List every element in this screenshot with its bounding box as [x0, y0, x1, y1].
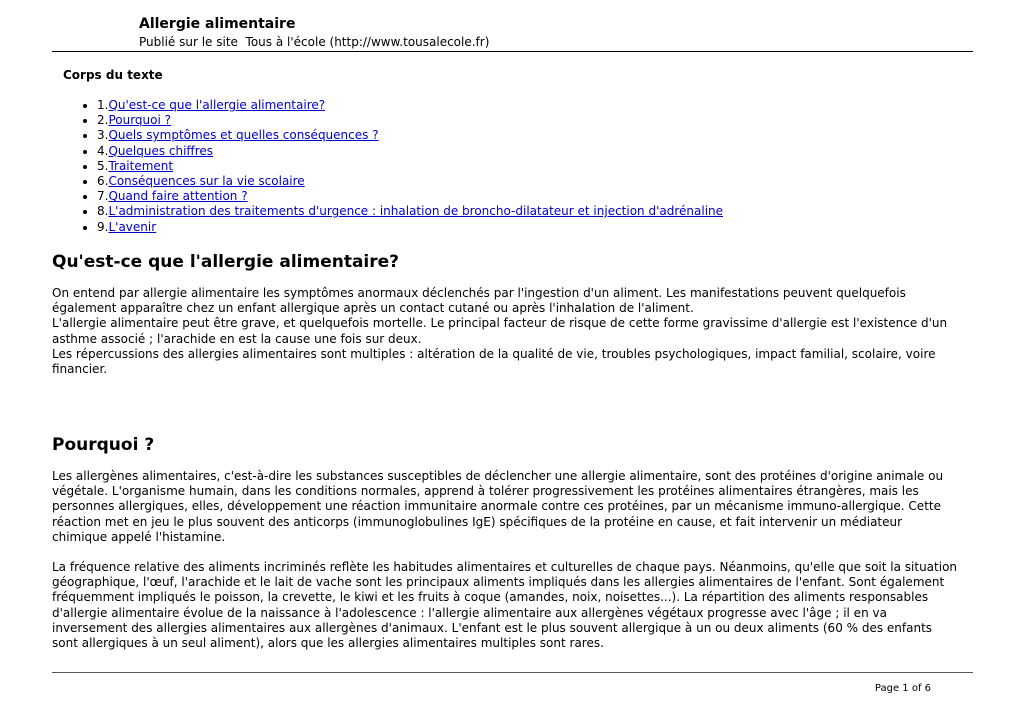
text-line: La fréquence relative des aliments incriminés reflète les habitudes alimentaires et culturelles de chaque pays. Néanmoins, qu'elle que soit la situation — [52, 560, 958, 575]
toc-number: 8. — [97, 204, 109, 219]
toc-item — [97, 144, 723, 159]
toc-link-allergie[interactable]: Qu'est-ce que l'allergie alimentaire? — [108, 98, 326, 112]
toc-link-attention[interactable]: Quand faire attention ? — [108, 189, 248, 204]
toc-link-symptomes[interactable]: Quels symptômes et quelles conséquences ? — [108, 128, 379, 143]
text-line: Les répercussions des allergies alimentaires sont multiples : altération de la qualité de vie, troubles psychologiques, impact familial, scolaire, voire — [52, 346, 936, 361]
text-line: inversement des allergies alimentaires aux allergènes d'animaux. L'enfant est le plus souvent allergique à un ou deux aliments (60 % des enfants — [52, 620, 933, 635]
page-number: Page 1 of 6 — [874, 683, 931, 694]
text-line: On entend par allergie alimentaire les symptômes anormaux déclenchés par l'ingestion d'un aliment. Les manifestations peuvent quelquefois — [52, 286, 906, 300]
toc-item — [97, 159, 723, 174]
table-of-contents — [83, 98, 723, 235]
toc-link-traitement[interactable]: Traitement — [108, 158, 174, 173]
toc-item — [97, 128, 723, 143]
text-line: sont allergiques à un seul aliment), alors que les allergies alimentaires multiples sont rares. — [52, 636, 604, 651]
section-body — [52, 286, 972, 377]
section-body — [52, 469, 972, 651]
toc-link-pourquoi[interactable]: Pourquoi ? — [108, 113, 172, 128]
toc-number: 3. — [97, 128, 109, 143]
toc-link-vie-scolaire[interactable]: Conséquences sur la vie scolaire — [108, 174, 305, 189]
paragraph-gap — [52, 545, 972, 560]
document-source: Publié sur le site Tous à l'école (http://www.tousalecole.fr) — [139, 35, 490, 49]
text-line: d'allergie alimentaire évolue de la naissance à l'adolescence : l'allergie alimentaire aux allergènes végétaux progresse avec l'âge ; il en va — [52, 605, 887, 620]
section-pourquoi — [52, 435, 972, 651]
toc-heading: Corps du texte — [63, 68, 163, 82]
toc-number: 9. — [97, 219, 109, 234]
text-line: fréquemment impliqués le poisson, la crevette, le kiwi et les fruits à coque (amandes, noix, noisettes...). La répartition des aliments responsables — [52, 590, 929, 605]
toc-item — [97, 220, 723, 235]
toc-item — [97, 98, 723, 113]
section-allergie-alimentaire — [52, 252, 972, 377]
toc-number: 4. — [97, 143, 109, 158]
footer-divider — [52, 672, 973, 673]
document-header — [139, 16, 489, 50]
toc-number: 2. — [97, 113, 109, 128]
toc-link-avenir[interactable]: L'avenir — [108, 219, 157, 234]
toc-number: 5. — [97, 158, 109, 173]
header-divider — [52, 51, 973, 52]
toc-number: 7. — [97, 189, 109, 204]
toc-link-chiffres[interactable]: Quelques chiffres — [108, 143, 214, 158]
document-title: Allergie alimentaire — [139, 16, 296, 32]
text-line: réaction met en jeu le plus souvent des anticorps (immunoglobulines IgE) spécifiques de la protéine en cause, et fait intervenir un médiateur — [52, 514, 903, 529]
text-line: également apparaître chez un enfant allergique après un contact cutané ou après l'inhalation de l'aliment. — [52, 301, 694, 316]
toc-item — [97, 204, 723, 219]
text-line: Les allergènes alimentaires, c'est-à-dire les substances susceptibles de déclencher une allergie alimentaire, sont des protéines d'origine animale ou — [52, 469, 944, 483]
toc-link-urgence[interactable]: L'administration des traitements d'urgence : inhalation de broncho-dilatateur et injection d'adrénaline — [108, 204, 724, 219]
toc-item — [97, 113, 723, 128]
text-line: financier. — [52, 362, 108, 377]
toc-item — [97, 189, 723, 204]
text-line: asthme associé ; l'arachide en est la cause une fois sur deux. — [52, 331, 422, 346]
text-line: L'allergie alimentaire peut être grave, et quelquefois mortelle. Le principal facteur de risque de cette forme gravissime d'allergie est l'existence d'un — [52, 316, 948, 331]
toc-item — [97, 174, 723, 189]
text-line: chimique appelé l'histamine. — [52, 529, 226, 544]
section-heading: Pourquoi ? — [52, 435, 155, 455]
text-line: végétale. L'organisme humain, dans les conditions normales, apprend à tolérer progressivement les protéines alimentaires étrangères, mais les — [52, 484, 919, 499]
section-heading: Qu'est-ce que l'allergie alimentaire? — [52, 252, 400, 272]
text-line: géographique, l'œuf, l'arachide et le lait de vache sont les principaux aliments impliqués dans les allergies alimentaires de l'enfant. Sont également — [52, 575, 945, 590]
toc-number: 6. — [97, 174, 109, 189]
toc-number: 1. — [97, 98, 109, 112]
text-line: personnes allergiques, elles, développement une réaction immunitaire anormale contre ces protéines, par un mécanisme immuno-allergique. Cette — [52, 499, 941, 514]
